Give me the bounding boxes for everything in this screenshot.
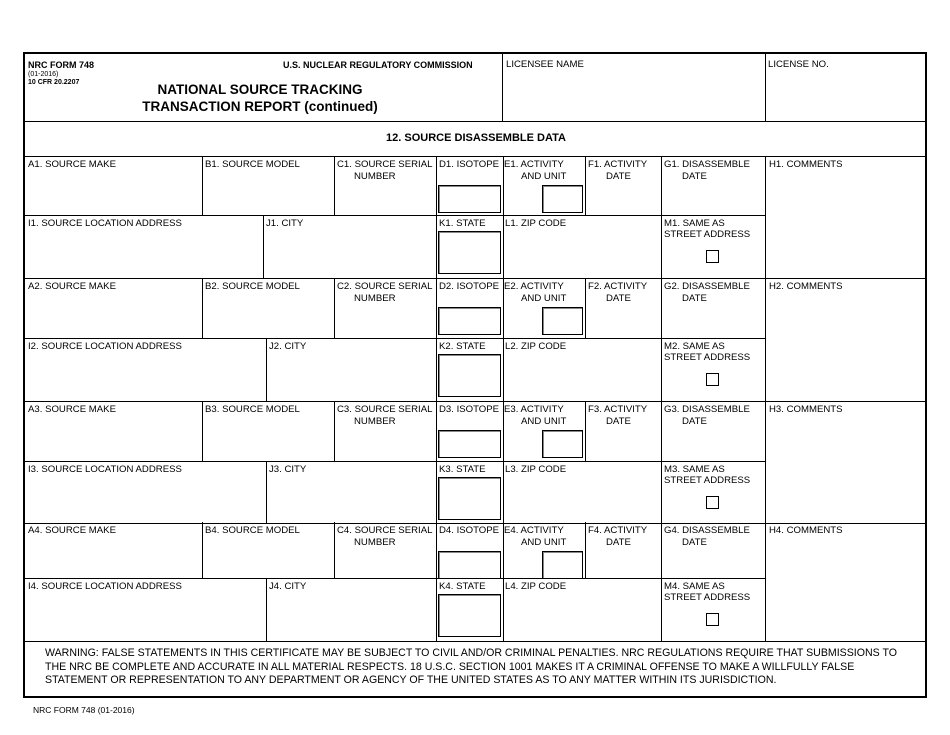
same-as-street-address-label-line2: STREET ADDRESS [664, 475, 751, 486]
activity-unit-label: E2. ACTIVITY [504, 281, 564, 292]
isotope-input[interactable] [438, 430, 501, 458]
same-as-street-address-checkbox[interactable] [706, 250, 719, 263]
same-as-street-address-label: M3. SAME AS [664, 464, 725, 475]
license-no-field[interactable] [766, 70, 926, 120]
source-make-label: A1. SOURCE MAKE [28, 159, 116, 170]
form-revision: (01-2016) [28, 71, 59, 78]
activity-unit-input[interactable] [542, 430, 583, 458]
city-label: J2. CITY [269, 341, 307, 352]
licensee-name-label: LICENSEE NAME [506, 59, 584, 70]
activity-unit-input[interactable] [542, 551, 583, 579]
activity-unit-label: E1. ACTIVITY [504, 159, 564, 170]
activity-date-label: F1. ACTIVITY [588, 159, 648, 170]
same-as-street-address-checkbox[interactable] [706, 373, 719, 386]
city-label: J3. CITY [269, 464, 307, 475]
isotope-label: D3. ISOTOPE [439, 404, 500, 415]
form-title-line2: TRANSACTION REPORT (continued) [142, 99, 378, 114]
disassemble-date-label: G1. DISASSEMBLE [664, 159, 750, 170]
source-serial-label-line2: NUMBER [354, 293, 396, 304]
disassemble-date-label-line2: DATE [682, 171, 707, 182]
activity-unit-label-line2: AND UNIT [521, 293, 567, 304]
zip-code-label: L3. ZIP CODE [505, 464, 567, 475]
footer-form-number: NRC FORM 748 (01-2016) [33, 705, 135, 715]
activity-unit-label-line2: AND UNIT [521, 171, 567, 182]
same-as-street-address-label-line2: STREET ADDRESS [664, 352, 751, 363]
state-label: K2. STATE [439, 341, 486, 352]
same-as-street-address-label: M4. SAME AS [664, 581, 725, 592]
source-serial-label: C3. SOURCE SERIAL [337, 404, 433, 415]
activity-date-label: F3. ACTIVITY [588, 404, 648, 415]
activity-unit-label-line2: AND UNIT [521, 537, 567, 548]
activity-date-label-line2: DATE [606, 171, 631, 182]
comments-label: H2. COMMENTS [769, 281, 843, 292]
activity-unit-label-line2: AND UNIT [521, 416, 567, 427]
source-make-label: A2. SOURCE MAKE [28, 281, 116, 292]
source-serial-label: C1. SOURCE SERIAL [337, 159, 433, 170]
license-no-label: LICENSE NO. [768, 59, 829, 70]
source-serial-label-line2: NUMBER [354, 416, 396, 427]
cfr-reference: 10 CFR 20.2207 [28, 79, 80, 86]
warning-text: WARNING: FALSE STATEMENTS IN THIS CERTIFICATE MAY BE SUBJECT TO CIVIL AND/OR CRIMINAL PENALTIES. NRC REGULATIONS REQUIRE THAT SUBMISSIONS TO THE NRC BE COMPLETE AND ACCURATE IN ALL MATERIAL RESPECTS. 18 U.S.C. SECTION 1001 MAKES IT A CRIMINAL OFFENSE TO MAKE A WILLFULLY FALSE STATEMENT OR REPRESENTATION TO ANY DEPARTMENT OR AGENCY OF THE UNITED STATES AS TO ANY MATTER WITHIN ITS JURISDICTION. [45, 647, 897, 687]
disassemble-date-label: G4. DISASSEMBLE [664, 525, 750, 536]
source-make-label: A3. SOURCE MAKE [28, 404, 116, 415]
source-location-address-label: I2. SOURCE LOCATION ADDRESS [28, 341, 182, 352]
activity-date-label-line2: DATE [606, 537, 631, 548]
comments-label: H4. COMMENTS [769, 525, 843, 536]
isotope-label: D2. ISOTOPE [439, 281, 500, 292]
city-label: J4. CITY [269, 581, 307, 592]
disassemble-date-label-line2: DATE [682, 293, 707, 304]
disassemble-date-label-line2: DATE [682, 537, 707, 548]
isotope-input[interactable] [438, 185, 501, 213]
isotope-label: D4. ISOTOPE [439, 525, 500, 536]
zip-code-label: L2. ZIP CODE [505, 341, 567, 352]
source-make-label: A4. SOURCE MAKE [28, 525, 116, 536]
source-model-label: B4. SOURCE MODEL [205, 525, 300, 536]
activity-unit-label: E3. ACTIVITY [504, 404, 564, 415]
same-as-street-address-label: M1. SAME AS [664, 218, 725, 229]
source-model-label: B3. SOURCE MODEL [205, 404, 300, 415]
source-serial-label: C4. SOURCE SERIAL [337, 525, 433, 536]
state-label: K1. STATE [439, 218, 486, 229]
source-serial-label: C2. SOURCE SERIAL [337, 281, 433, 292]
zip-code-label: L4. ZIP CODE [505, 581, 567, 592]
disassemble-date-label: G3. DISASSEMBLE [664, 404, 750, 415]
source-location-address-label: I1. SOURCE LOCATION ADDRESS [28, 218, 182, 229]
activity-date-label: F4. ACTIVITY [588, 525, 648, 536]
activity-unit-input[interactable] [542, 185, 583, 213]
activity-date-label: F2. ACTIVITY [588, 281, 648, 292]
isotope-label: D1. ISOTOPE [439, 159, 500, 170]
disassemble-date-label-line2: DATE [682, 416, 707, 427]
state-input[interactable] [438, 477, 501, 520]
state-input[interactable] [438, 354, 501, 397]
section-title: 12. SOURCE DISASSEMBLE DATA [386, 132, 566, 144]
source-model-label: B1. SOURCE MODEL [205, 159, 300, 170]
source-serial-label-line2: NUMBER [354, 171, 396, 182]
same-as-street-address-checkbox[interactable] [706, 613, 719, 626]
same-as-street-address-label-line2: STREET ADDRESS [664, 229, 751, 240]
activity-unit-label: E4. ACTIVITY [504, 525, 564, 536]
city-label: J1. CITY [266, 218, 304, 229]
source-model-label: B2. SOURCE MODEL [205, 281, 300, 292]
source-location-address-label: I4. SOURCE LOCATION ADDRESS [28, 581, 182, 592]
disassemble-date-label: G2. DISASSEMBLE [664, 281, 750, 292]
activity-unit-input[interactable] [542, 307, 583, 335]
comments-label: H1. COMMENTS [769, 159, 843, 170]
form-title-line1: NATIONAL SOURCE TRACKING [157, 82, 363, 97]
zip-code-label: L1. ZIP CODE [505, 218, 567, 229]
nrc-form-748 [23, 52, 927, 698]
same-as-street-address-checkbox[interactable] [706, 496, 719, 509]
activity-date-label-line2: DATE [606, 293, 631, 304]
licensee-name-field[interactable] [503, 70, 764, 120]
state-input[interactable] [438, 231, 501, 274]
comments-label: H3. COMMENTS [769, 404, 843, 415]
isotope-input[interactable] [438, 307, 501, 335]
form-number: NRC FORM 748 [28, 60, 95, 70]
state-label: K3. STATE [439, 464, 486, 475]
source-location-address-label: I3. SOURCE LOCATION ADDRESS [28, 464, 182, 475]
isotope-input[interactable] [438, 551, 501, 579]
same-as-street-address-label: M2. SAME AS [664, 341, 725, 352]
activity-date-label-line2: DATE [606, 416, 631, 427]
state-label: K4. STATE [439, 581, 486, 592]
agency-name: U.S. NUCLEAR REGULATORY COMMISSION [283, 60, 473, 70]
state-input[interactable] [438, 594, 501, 637]
same-as-street-address-label-line2: STREET ADDRESS [664, 592, 751, 603]
source-serial-label-line2: NUMBER [354, 537, 396, 548]
